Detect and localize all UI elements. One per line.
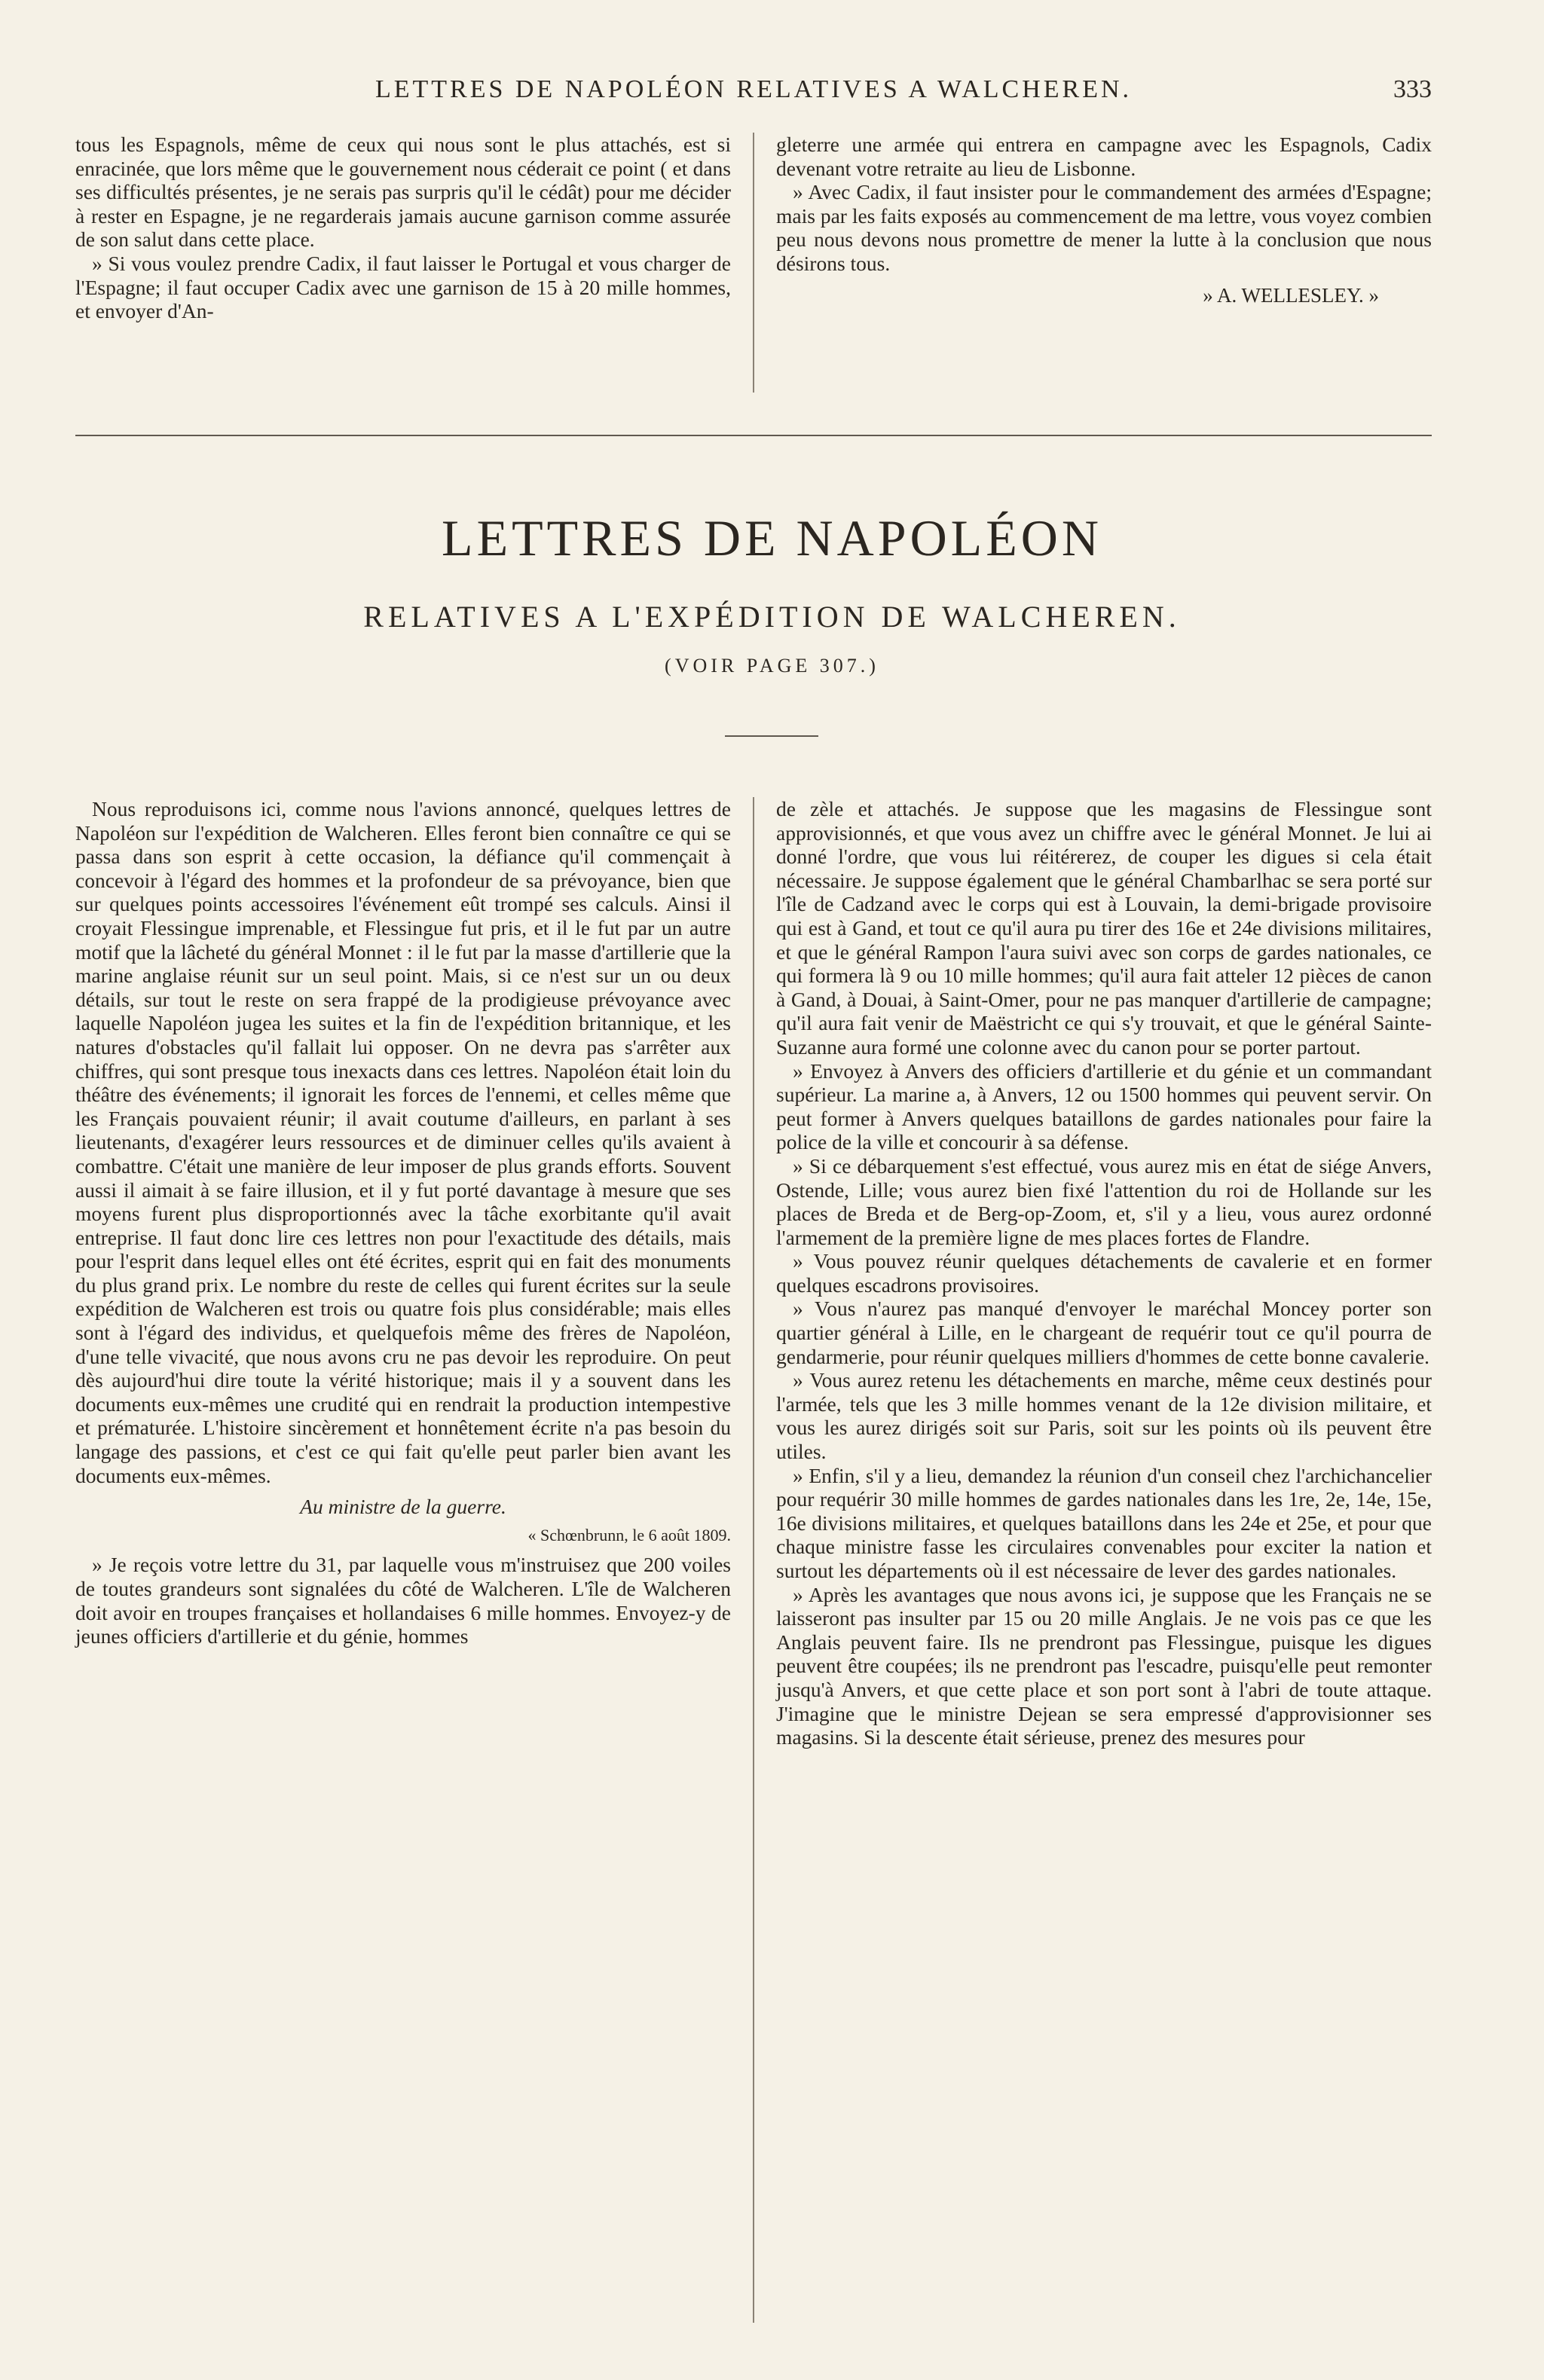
top-right-column [776, 133, 1432, 310]
letter-paragraph: » Envoyez à Anvers des officiers d'artillerie et du génie et un commandant supérieur. La marine a, à Anvers, 12 ou 1500 hommes qui peuvent servir. On peut former à Anvers quelques bataillons de gardes nationales pour faire la police de la ville et concourir à sa défense. [776, 1059, 1432, 1154]
column-divider [753, 797, 754, 2323]
title-rule [725, 735, 818, 737]
article-body [75, 797, 1432, 2334]
paragraph: gleterre une armée qui entrera en campagne avec les Espagnols, Cadix devenant votre retraite au lieu de Lisbonne. [776, 133, 1432, 180]
letter-paragraph: » Vous aurez retenu les détachements en marche, même ceux destinés pour l'armée, tels que les 3 mille hommes venant de la 12e division militaire, et vous les aurez dirigés soit sur Paris, soit sur les points où ils peuvent être utiles. [776, 1368, 1432, 1464]
paragraph: tous les Espagnols, même de ceux qui nous sont le plus attachés, est si enracinée, que lors même que le gouvernement nous céderait ce point ( et dans ses difficultés présentes, je ne serais pas surpris qu'il le cédât) pour me décider à rester en Espagne, je ne regarderais jamais aucune garnison comme assurée de son salut dans cette place. [75, 133, 731, 252]
intro-paragraph: Nous reproduisons ici, comme nous l'avions annoncé, quelques lettres de Napoléon sur l'expédition de Walcheren. Elles feront bien connaître ce qui se passa dans son esprit à cette occasion, la défiance qu'il commençait à concevoir à l'égard des hommes et la profondeur de sa prévoyance, bien que sur quelques points accessoires l'événement eût trompé ses calculs. Ainsi il croyait Flessingue imprenable, et Flessingue fut pris, et il le fut par un autre motif que la lâcheté du général Monnet : il le fut par la masse d'artillerie que la marine anglaise réunit sur un seul point. Mais, si ce n'est sur un ou deux détails, sur tout le reste on sera frappé de la prodigieuse prévoyance avec laquelle Napoléon jugea les suites et la fin de l'expédition britannique, et les natures d'obstacles qu'il fallait lui opposer. On ne devra pas s'arrêter aux chiffres, qui sont presque tous inexacts dans ces lettres. Napoléon était loin du théâtre des événements; il ignorait les forces de l'ennemi, et celles même que les Français pouvaient réunir; il avait coutume d'ailleurs, en parlant à ses lieutenants, d'exagérer leurs ressources et de diminuer celles qu'ils avaient à combattre. C'était une manière de leur imposer de plus grands efforts. Souvent aussi il aimait à se faire illusion, et il y fut porté davantage à mesure que ses moyens furent plus disproportionnés avec la tâche exorbitante qu'il avait entreprise. Il faut donc lire ces lettres non pour l'exactitude des détails, mais pour l'esprit dans lequel elles ont été écrites, esprit qui en fait des monuments du plus grand prix. Le nombre du reste de celles qui furent écrites sur la seule expédition de Walcheren est trois ou quatre fois plus considérable; mais elles sont à l'égard des individus, et quelquefois même des frères de Napoléon, d'une telle vivacité, que nous avons cru ne pas devoir les reproduire. On peut dès aujourd'hui dire toute la vérité historique; mais il y a souvent dans les documents eux-mêmes une crudité qui en rendrait la production intempestive et prématurée. L'histoire sincèrement et honnêtement écrite n'a pas besoin du langage des passions, et c'est ce qui fait qu'elle peut parler bien avant les documents eux-mêmes. [75, 797, 731, 1487]
letter-paragraph: » Enfin, s'il y a lieu, demandez la réunion d'un conseil chez l'archichancelier pour requérir 30 mille hommes de gardes nationales dans les 1re, 2e, 14e, 15e, 16e divisions militaires, et quelques bataillons dans les 24e et 25e, et pour que chaque ministre fasse les circulaires convenables pour exciter la nation et surtout les départements où il est nécessaire de lever des gardes nationales. [776, 1463, 1432, 1582]
article-title: LETTRES DE NAPOLÉON [442, 509, 1102, 567]
letter-addressee: Au ministre de la guerre. [300, 1495, 506, 1519]
section-divider [75, 435, 1432, 436]
column-divider [753, 133, 754, 393]
top-continuation-section [75, 133, 1432, 404]
letter-paragraph: » Après les avantages que nous avons ici, je suppose que les Français ne se laisseront pas insulter par 15 ou 20 mille Anglais. Je ne vois pas ce que les Anglais peuvent faire. Ils ne prendront pas Flessingue, puisque les digues peuvent être coupées; ils ne prendront pas l'escadre, puisqu'elle peut remonter jusqu'à Anvers, et que cette place et son port sont à l'abri de toute attaque. J'imagine que le ministre Dejean se sera empressé d'approvisionner ses magasins. Si la descente était sérieuse, prenez des mesures pour [776, 1582, 1432, 1749]
main-right-column [776, 797, 1432, 1749]
letter-paragraph: » Si ce débarquement s'est effectué, vous aurez mis en état de siége Anvers, Ostende, Lille; vous aurez bien fixé l'attention du roi de Hollande sur les places de Breda et de Berg-op-Zoom, et, s'il y a lieu, vous aurez ordonné l'armement de la première ligne de mes places fortes de Flandre. [776, 1153, 1432, 1249]
letter-paragraph: » Vous pouvez réunir quelques détachements de cavalerie et en former quelques escadrons provisoires. [776, 1249, 1432, 1297]
signature: » A. WELLESLEY. » [1203, 283, 1379, 307]
page-reference: (VOIR PAGE 307.) [665, 655, 879, 677]
letter-paragraph: » Je reçois votre lettre du 31, par laquelle vous m'instruisez que 200 voiles de toutes grandeurs sont signalées du côté de Walcheren. L'île de Walcheren doit avoir en troupes françaises et hollandaises 6 mille hommes. Envoyez-y de jeunes officiers d'artillerie et du génie, hommes [75, 1553, 731, 1648]
main-left-column [75, 797, 731, 1648]
running-title: LETTRES DE NAPOLÉON RELATIVES A WALCHEREN. [375, 75, 1133, 103]
paragraph: » Si vous voulez prendre Cadix, il faut laisser le Portugal et vous charger de l'Espagne; il faut occuper Cadix avec une garnison de 15 à 20 mille hommes, et envoyer d'An- [75, 251, 731, 323]
letter-paragraph: » Vous n'aurez pas manqué d'envoyer le maréchal Moncey porter son quartier général à Lille, en le chargeant de requérir tout ce qu'il pourra de gendarmerie, pour réunir quelques milliers d'hommes de cette bonne cavalerie. [776, 1297, 1432, 1368]
page-header [75, 75, 1432, 121]
paragraph: » Avec Cadix, il faut insister pour le commandement des armées d'Espagne; mais par les faits exposés au commencement de ma lettre, vous voyez combien peu nous devons nous promettre de mener la lutte à la conclusion que nous désirons tous. [776, 180, 1432, 275]
top-left-column [75, 133, 731, 323]
article-subtitle: RELATIVES A L'EXPÉDITION DE WALCHEREN. [363, 600, 1181, 634]
page-number: 333 [1393, 75, 1432, 103]
letter-dateline: « Schœnbrunn, le 6 août 1809. [527, 1525, 731, 1544]
letter-paragraph: de zèle et attachés. Je suppose que les magasins de Flessingue sont approvisionnés, et que vous avez un chiffre avec le général Monnet. Je lui ai donné l'ordre, que vous lui réitérerez, de couper les digues si cela était nécessaire. Je suppose également que le général Chambarlhac se sera porté sur l'île de Cadzand avec le corps qui est à Louvain, la demi-brigade provisoire qui est à Gand, et tout ce qu'il aura pu tirer des 16e et 24e divisions militaires, et que le général Rampon l'aura suivi avec son corps de gardes nationales, ce qui formera là 9 ou 10 mille hommes; qu'il aura fait atteler 12 pièces de canon à Gand, à Douai, à Saint-Omer, pour ne pas manquer d'artillerie de campagne; qu'il aura fait venir de Maëstricht ce qui s'y trouvait, et que le général Sainte-Suzanne aura formé une colonne avec du canon pour se porter partout. [776, 797, 1432, 1059]
